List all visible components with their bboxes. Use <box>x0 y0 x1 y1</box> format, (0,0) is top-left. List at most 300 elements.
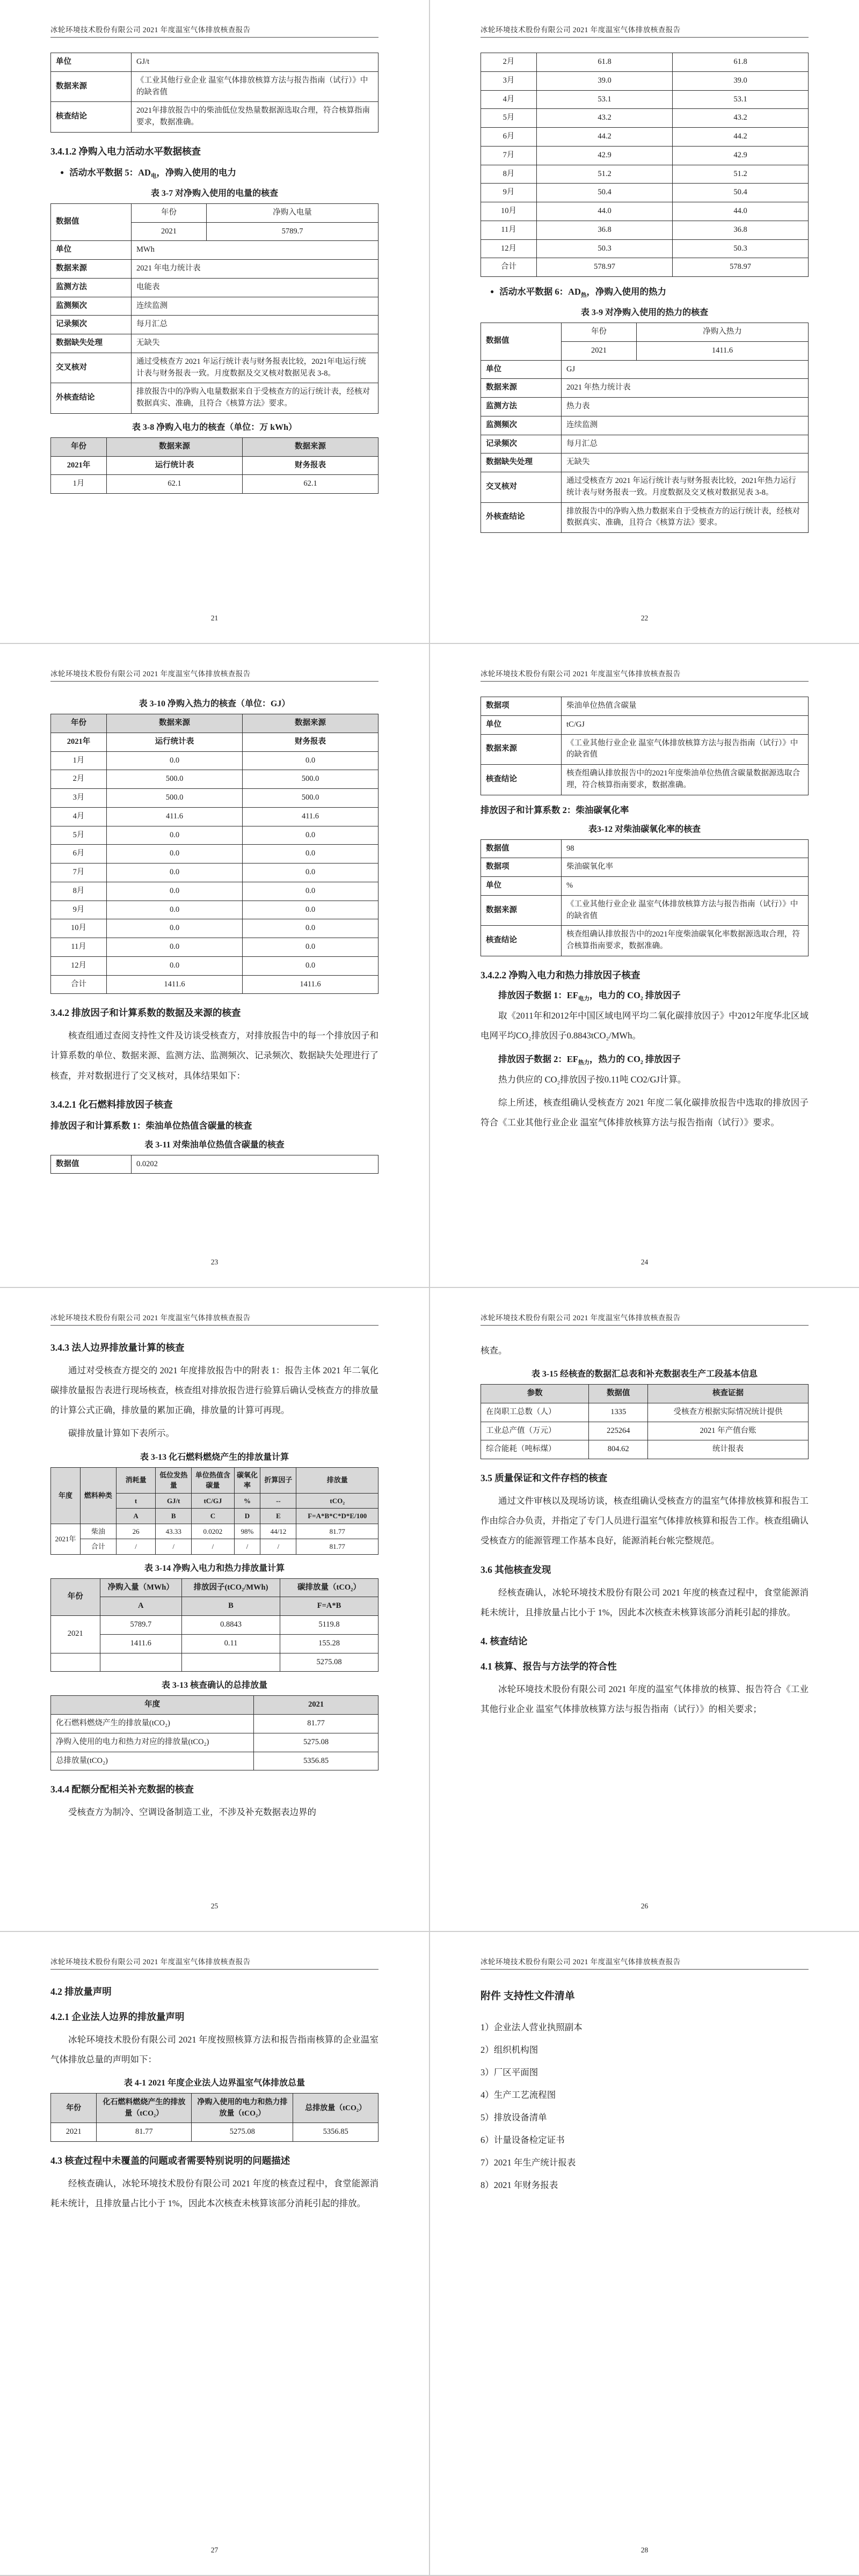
table-cell: 12月 <box>51 956 107 975</box>
table-cell: 5356.85 <box>293 2123 378 2142</box>
table-cell: 43.33 <box>156 1524 192 1539</box>
ad6-prefix: 活动水平数据 6：AD <box>499 287 581 297</box>
table-cell: 9月 <box>481 184 537 202</box>
kv-value: MWh <box>132 241 378 260</box>
table-3-13-caption: 表 3-13 化石燃料燃烧产生的排放量计算 <box>140 1452 289 1462</box>
table-cell: tCO₂ <box>296 1493 378 1509</box>
table-cell: 51.2 <box>537 165 673 184</box>
kv-label: 数据来源 <box>481 379 562 398</box>
table-cell: 5275.08 <box>280 1653 378 1672</box>
page-header-text: 冰轮环境技术股份有限公司 2021 年度温室气体排放核查报告 <box>50 26 251 34</box>
paragraph: 通过文件审核以及现场访谈，核查组确认受核查方的温室气体排放核算和报告工作由综合办负责，并指定了专门人员进行温室气体排放核算和报告工作。核查组确认受核查方的能源管理工作基本良好，能源消耗台帐完整规范。 <box>481 1496 809 1546</box>
table-cell: 81.77 <box>254 1715 378 1733</box>
table-cell: 1月 <box>51 475 107 494</box>
table-cell: 总排放量（tCO₂） <box>293 2094 378 2123</box>
table-cell <box>100 1653 182 1672</box>
table-cell: t <box>116 1493 155 1509</box>
kv-label: 核查结论 <box>481 765 562 795</box>
table-cell: 年份 <box>51 2094 97 2123</box>
table-4-1 <box>50 2093 378 2142</box>
table-cell: 2021 <box>51 1616 100 1653</box>
table-cell: 225264 <box>589 1422 648 1440</box>
table-cell: 4月 <box>481 90 537 109</box>
table-cell: 0.0 <box>107 956 243 975</box>
table-cell: 0.0 <box>243 826 378 845</box>
page-header <box>481 1312 809 1326</box>
table-cell: 43.2 <box>673 109 809 128</box>
kv-label: 数据缺失处理 <box>481 453 562 472</box>
table-cell: 0.0 <box>243 901 378 919</box>
kv-value: 连续监测 <box>132 297 378 316</box>
kv-row <box>51 316 378 334</box>
efd2-subscript: 热力 <box>578 1060 589 1066</box>
table-cell: 500.0 <box>107 789 243 808</box>
table-row <box>51 2123 378 2142</box>
table-row <box>481 1403 809 1422</box>
kv-row <box>51 353 378 383</box>
page-number: 23 <box>210 1258 219 1266</box>
page-23 <box>0 644 429 1287</box>
page-header <box>481 1956 809 1970</box>
table-cell: 合计 <box>51 975 107 994</box>
table-cell: 39.0 <box>537 71 673 90</box>
kv-label: 交叉核对 <box>481 472 562 503</box>
table-3-13-total <box>50 1695 378 1770</box>
table-cell: % <box>234 1493 260 1509</box>
table-header-row <box>51 1696 378 1715</box>
kv-value: GJ/t <box>132 53 378 72</box>
kv-value: 每月汇总 <box>562 435 809 453</box>
table-cell: / <box>260 1539 296 1555</box>
table-cell: B <box>156 1509 192 1524</box>
table-cell: 42.9 <box>673 146 809 165</box>
kv-value: GJ <box>562 360 809 379</box>
table-3-14-caption: 表 3-14 净购入电力和热力排放量计算 <box>144 1563 285 1573</box>
kv-row <box>481 472 809 503</box>
table-row <box>51 203 378 222</box>
table-row <box>481 71 809 90</box>
attachment-item: 3）厂区平面图 <box>481 2067 538 2078</box>
table-cell: 81.77 <box>296 1539 378 1555</box>
table-cell: / <box>234 1539 260 1555</box>
ad6-subscript: 热 <box>580 292 587 298</box>
ad5-suffix: ，净购入使用的电力 <box>156 167 236 178</box>
table-cell: 411.6 <box>243 807 378 826</box>
ad6-suffix: ，净购入使用的热力 <box>586 287 666 297</box>
paragraph: 通过对受核查方提交的 2021 年度排放报告中的附表 1：报告主体 2021 年二氧化碳排放量报告表进行现场核查，核查组对排放报告进行验算后确认受核查方的排放量的计算公式正确，排放量的累加正确，排放量的计算可再现。 <box>50 1365 378 1416</box>
kv-row <box>481 360 809 379</box>
table-cell: 804.62 <box>589 1440 648 1459</box>
section-heading-3422: 3.4.2.2 净购入电力和热力排放因子核查 <box>481 969 640 980</box>
activity-data-6-line <box>490 284 809 299</box>
table-cell: 1411.6 <box>100 1634 182 1653</box>
table-cell: 统计报表 <box>648 1440 809 1459</box>
table-cell: 39.0 <box>673 71 809 90</box>
page-number: 25 <box>210 1902 219 1910</box>
table-cell: 43.2 <box>537 109 673 128</box>
table-cell: 8月 <box>51 882 107 901</box>
paragraph: 取《2011年和2012年中国区域电网平均二氧化碳排放因子》中2012年度华北区域电网平均CO₂排放因子0.8843tCO₂/MWh。 <box>481 1010 809 1041</box>
table-cell: 0.0 <box>107 751 243 770</box>
kv-row <box>481 765 809 795</box>
attachment-item: 4）生产工艺流程图 <box>481 2090 556 2101</box>
table-cell: 50.3 <box>537 239 673 258</box>
table-row <box>51 975 378 994</box>
table-row <box>481 128 809 147</box>
table-cell: 2021年 <box>51 733 107 751</box>
table-cell: 净购入量（MWh） <box>100 1578 182 1597</box>
table-3-9-caption: 表 3-9 对净购入使用的热力的核查 <box>580 308 709 317</box>
attachment-item: 8）2021 年财务报表 <box>481 2180 558 2191</box>
table-3-9 <box>481 323 809 533</box>
page-28 <box>430 1932 859 2575</box>
table-3-11 <box>50 1155 378 1174</box>
table-cell: 53.1 <box>673 90 809 109</box>
table-cell: 578.97 <box>537 258 673 277</box>
table-cell: 81.77 <box>97 2123 192 2142</box>
section-heading-3421: 3.4.2.1 化石燃料排放因子核查 <box>50 1099 173 1110</box>
table-cell: 年份 <box>51 1578 100 1616</box>
kv-row <box>51 102 378 133</box>
kv-value: 核查组确认排放报告中的2021年度柴油碳氧化率数据源选取合理，符合核算指南要求，数据准确。 <box>562 926 809 956</box>
kv-row <box>51 71 378 102</box>
section-heading-342: 3.4.2 排放因子和计算系数的数据及来源的核查 <box>50 1007 241 1019</box>
table-cell: 总排放量(tCO₂) <box>51 1752 254 1770</box>
kv-label: 数据来源 <box>51 71 132 102</box>
table-cell: 柴油 <box>80 1524 116 1539</box>
kv-value: 2021 年电力统计表 <box>132 260 378 279</box>
kv-row <box>51 53 378 72</box>
table-cell: -- <box>260 1493 296 1509</box>
table-row <box>51 1634 378 1653</box>
kv-label: 监测频次 <box>481 416 562 435</box>
table-row <box>481 109 809 128</box>
table-cell: 化石燃料燃烧产生的排放量(tCO₂) <box>51 1715 254 1733</box>
table-row <box>481 1422 809 1440</box>
table-row <box>51 770 378 789</box>
kv-value: 电能表 <box>132 278 378 297</box>
table-cell: 排放因子(tCO₂/MWh) <box>182 1578 280 1597</box>
table-3-10-caption: 表 3-10 净购入热力的核查（单位：GJ） <box>139 699 290 708</box>
table-row <box>51 789 378 808</box>
table-cell: 0.0 <box>243 882 378 901</box>
paragraph: 综上所述，核查组确认受核查方 2021 年度二氧化碳排放报告中选取的排放因子符合《工业其他行业企业 温室气体排放核算方法与报告指南（试行）》要求。 <box>481 1097 809 1128</box>
attachment-item: 5）排放设备清单 <box>481 2112 547 2123</box>
kv-label: 交叉核对 <box>51 353 132 383</box>
attachment-item: 1）企业法人营业执照副本 <box>481 2022 583 2032</box>
kv-row <box>481 697 809 716</box>
table-cell: 44.2 <box>537 128 673 147</box>
table-subheader-row <box>51 456 378 475</box>
table-row <box>51 1715 378 1733</box>
table-cell: B <box>182 1597 280 1616</box>
kv-row <box>481 734 809 765</box>
page-number: 22 <box>640 614 649 622</box>
table-cell: 5月 <box>481 109 537 128</box>
kv-label: 数据项 <box>481 858 562 877</box>
page-26 <box>430 1288 859 1931</box>
table-cell: 42.9 <box>537 146 673 165</box>
bullet-icon: ● <box>60 168 64 176</box>
kv-label: 监测方法 <box>51 278 132 297</box>
section-heading-42: 4.2 排放量声明 <box>50 1986 112 1997</box>
table-row <box>481 165 809 184</box>
efd1-prefix: 排放因子数据 1：EF <box>498 990 578 1000</box>
paragraph: 经核查确认，冰轮环境技术股份有限公司 2021 年度的核查过程中，食堂能源消耗未统计，且排放量占比小于 1%，因此本次核查未核算该部分消耗引起的排放。 <box>50 2178 378 2209</box>
kv-value: 每月汇总 <box>132 316 378 334</box>
kv-row <box>51 383 378 414</box>
table-cell: / <box>116 1539 155 1555</box>
table-3-11-continued <box>481 697 809 795</box>
table-header-row <box>51 437 378 456</box>
kv-value: 柴油单位热值含碳量 <box>562 697 809 716</box>
kv-value: % <box>562 877 809 896</box>
table-cell: 2021 <box>51 2123 97 2142</box>
table-cell: D <box>234 1509 260 1524</box>
page-22 <box>430 0 859 643</box>
table-cell: 年度 <box>51 1467 81 1524</box>
table-cell: 578.97 <box>673 258 809 277</box>
kv-label: 单位 <box>481 360 562 379</box>
kv-row <box>481 416 809 435</box>
table-cell: 0.11 <box>182 1634 280 1653</box>
table-cell: 净购入电量 <box>207 203 378 222</box>
table-cell: 0.0 <box>243 919 378 938</box>
page-header-text: 冰轮环境技术股份有限公司 2021 年度温室气体排放核查报告 <box>50 670 251 678</box>
table-cell: 9月 <box>51 901 107 919</box>
table-header-row <box>51 1467 378 1493</box>
table-row <box>51 845 378 863</box>
table-cell: 2021 年产值台账 <box>648 1422 809 1440</box>
attachment-item: 2）组织机构图 <box>481 2045 538 2055</box>
table-3-12 <box>481 839 809 956</box>
table-cell: 44.0 <box>673 202 809 221</box>
table-cell: 1411.6 <box>107 975 243 994</box>
table-cell: 61.8 <box>673 53 809 72</box>
kv-label: 记录频次 <box>51 316 132 334</box>
table-cell: 合计 <box>80 1539 116 1555</box>
table-cell: 5275.08 <box>192 2123 293 2142</box>
table-cell: 净购入热力 <box>637 323 809 342</box>
table-cell: 2月 <box>51 770 107 789</box>
table-row <box>481 1440 809 1459</box>
attachment-list <box>481 2016 809 2197</box>
paragraph: 热力供应的 CO₂排放因子按0.11吨 CO2/GJ计算。 <box>498 1074 687 1085</box>
kv-row <box>51 297 378 316</box>
page-header-text: 冰轮环境技术股份有限公司 2021 年度温室气体排放核查报告 <box>481 26 681 34</box>
table-cell: 合计 <box>481 258 537 277</box>
table-cell <box>51 1653 100 1672</box>
kv-row <box>481 839 809 858</box>
section-heading-343: 3.4.3 法人边界排放量计算的核查 <box>50 1342 185 1353</box>
kv-value: 2021年排放报告中的柴油低位发热量数据源选取合理，符合核算指南要求，数据准确。 <box>132 102 378 133</box>
table-row <box>51 1653 378 1672</box>
efd1-subscript: 电力 <box>578 996 589 1002</box>
table-cell: tC/GJ <box>192 1493 234 1509</box>
table-cell: 500.0 <box>243 789 378 808</box>
table-row <box>481 90 809 109</box>
kv-value: 0.0202 <box>132 1155 378 1174</box>
table-row <box>51 882 378 901</box>
kv-value: 连续监测 <box>562 416 809 435</box>
table-header-row <box>51 2094 378 2123</box>
kv-row <box>481 502 809 533</box>
table-cell: A <box>116 1509 155 1524</box>
page-24 <box>430 644 859 1287</box>
table-diesel-nhv-continued <box>50 53 378 133</box>
page-header-text: 冰轮环境技术股份有限公司 2021 年度温室气体排放核查报告 <box>50 1958 251 1966</box>
table-cell: 62.1 <box>243 475 378 494</box>
page-header <box>50 668 378 682</box>
table-row <box>51 1616 378 1635</box>
table-header-row <box>51 714 378 733</box>
table-cell: 6月 <box>481 128 537 147</box>
table-cell: 0.0 <box>243 956 378 975</box>
table-cell: 5789.7 <box>207 222 378 241</box>
table-cell: 50.4 <box>673 184 809 202</box>
table-row <box>481 146 809 165</box>
table-cell: 参数 <box>481 1385 589 1403</box>
kv-row <box>481 926 809 956</box>
kv-row <box>51 260 378 279</box>
table-row <box>51 863 378 882</box>
kv-value: tC/GJ <box>562 715 809 734</box>
table-3-13-fossil <box>50 1467 378 1555</box>
kv-value: 《工业其他行业企业 温室气体排放核算方法与报告指南（试行）》中的缺省值 <box>562 734 809 765</box>
attachment-item: 6）计量设备检定证书 <box>481 2135 565 2146</box>
paragraph: 冰轮环境技术股份有限公司 2021 年度按照核算方法和报告指南核算的企业温室气体排放总量的声明如下： <box>50 2035 378 2065</box>
table-cell: 0.0 <box>243 863 378 882</box>
table-3-10 <box>50 714 378 994</box>
table-cell: 年度 <box>51 1696 254 1715</box>
table-cell: 年份 <box>132 203 207 222</box>
table-cell: 98% <box>234 1524 260 1539</box>
table-cell: 0.0 <box>243 845 378 863</box>
section-heading-3412: 3.4.1.2 净购入电力活动水平数据核查 <box>50 145 201 157</box>
kv-label: 单位 <box>51 53 132 72</box>
table-cell: 81.77 <box>296 1524 378 1539</box>
table-row <box>51 956 378 975</box>
kv-label: 核查结论 <box>51 102 132 133</box>
table-cell: 50.3 <box>673 239 809 258</box>
table-cell: 3月 <box>51 789 107 808</box>
paragraph: 碳排放量计算如下表所示。 <box>68 1428 174 1439</box>
page-number: 27 <box>210 2546 219 2554</box>
attachment-item: 7）2021 年生产统计报表 <box>481 2157 576 2168</box>
table-cell: 0.8843 <box>182 1616 280 1635</box>
kv-row <box>51 334 378 353</box>
section-heading-344: 3.4.4 配额分配相关补充数据的核查 <box>50 1784 194 1795</box>
table-cell: 净购入使用的电力和热力排放量（tCO₂） <box>192 2094 293 2123</box>
kv-row <box>481 453 809 472</box>
table-cell: 1335 <box>589 1403 648 1422</box>
table-cell: 10月 <box>51 919 107 938</box>
table-cell: 0.0 <box>107 882 243 901</box>
section-heading-35: 3.5 质量保证和文件存档的核查 <box>481 1473 608 1484</box>
table-cell: F=A*B*C*D*E/100 <box>296 1509 378 1524</box>
section-heading-41: 4.1 核算、报告与方法学的符合性 <box>481 1660 617 1672</box>
table-row <box>51 1752 378 1770</box>
kv-label: 外核查结论 <box>481 502 562 533</box>
table-3-15 <box>481 1384 809 1459</box>
kv-value: 排放报告中的净购入电量数据来自于受核查方的运行统计表，经核对数据真实、准确，且符合《核算方法》要求。 <box>132 383 378 414</box>
kv-label: 数据值 <box>51 203 132 241</box>
table-cell: 单位热值含碳量 <box>192 1467 234 1493</box>
table-cell: / <box>156 1539 192 1555</box>
kv-label: 数据来源 <box>51 260 132 279</box>
table-cell: 2021 <box>562 341 637 360</box>
table-cell: 财务报表 <box>243 456 378 475</box>
table-cell: 0.0 <box>243 938 378 957</box>
table-cell: 2月 <box>481 53 537 72</box>
table-cell: 受核查方根据实际情况统计提供 <box>648 1403 809 1422</box>
table-row <box>51 826 378 845</box>
table-cell: C <box>192 1509 234 1524</box>
kv-label: 单位 <box>51 241 132 260</box>
kv-value: 《工业其他行业企业 温室气体排放核算方法与报告指南（试行）》中的缺省值 <box>132 71 378 102</box>
table-cell: 低位发热量 <box>156 1467 192 1493</box>
table-cell: 2021 <box>254 1696 378 1715</box>
table-cell: 0.0 <box>107 826 243 845</box>
kv-value: 无缺失 <box>562 453 809 472</box>
kv-label: 单位 <box>481 877 562 896</box>
table-row <box>51 1733 378 1752</box>
table-cell: 碳氧化率 <box>234 1467 260 1493</box>
kv-row <box>51 1155 378 1174</box>
table-row <box>481 53 809 72</box>
kv-row <box>481 895 809 926</box>
efd2-suffix: ，热力的 CO₂ 排放因子 <box>589 1054 681 1064</box>
table-cell: 61.8 <box>537 53 673 72</box>
table-cell: 财务报表 <box>243 733 378 751</box>
table-3-7 <box>50 203 378 414</box>
table-cell: 12月 <box>481 239 537 258</box>
page-27 <box>0 1932 429 2575</box>
kv-value: 热力表 <box>562 398 809 416</box>
table-cell: 53.1 <box>537 90 673 109</box>
table-cell: F=A*B <box>280 1597 378 1616</box>
table-cell: 5275.08 <box>254 1733 378 1752</box>
table-cell: 7月 <box>481 146 537 165</box>
activity-data-5-line <box>60 165 378 180</box>
table-cell: 0.0 <box>107 901 243 919</box>
paragraph-continuation: 核查。 <box>481 1345 507 1356</box>
table-cell: 1月 <box>51 751 107 770</box>
table-cell: 0.0 <box>107 863 243 882</box>
table-cell: 44.0 <box>537 202 673 221</box>
table-cell: 数据来源 <box>243 437 378 456</box>
page-header <box>481 668 809 682</box>
kv-value: 98 <box>562 839 809 858</box>
table-row <box>51 751 378 770</box>
ad5-subscript: 电 <box>150 173 157 179</box>
table-3-8 <box>50 437 378 494</box>
kv-label: 数据缺失处理 <box>51 334 132 353</box>
table-row <box>51 1524 378 1539</box>
table-row <box>51 807 378 826</box>
table-cell: 数据值 <box>589 1385 648 1403</box>
kv-row <box>481 877 809 896</box>
table-cell: 5356.85 <box>254 1752 378 1770</box>
table-cell: 7月 <box>51 863 107 882</box>
table-3-8-caption: 表 3-8 净购入电力的核查（单位：万 kWh） <box>132 422 297 432</box>
table-3-7-caption: 表 3-7 对净购入使用的电量的核查 <box>150 188 279 198</box>
kv-row <box>481 435 809 453</box>
kv-row <box>51 241 378 260</box>
page-number: 26 <box>640 1902 649 1910</box>
table-cell: 碳排放量（tCO₂） <box>280 1578 378 1597</box>
table-cell: 运行统计表 <box>107 456 243 475</box>
